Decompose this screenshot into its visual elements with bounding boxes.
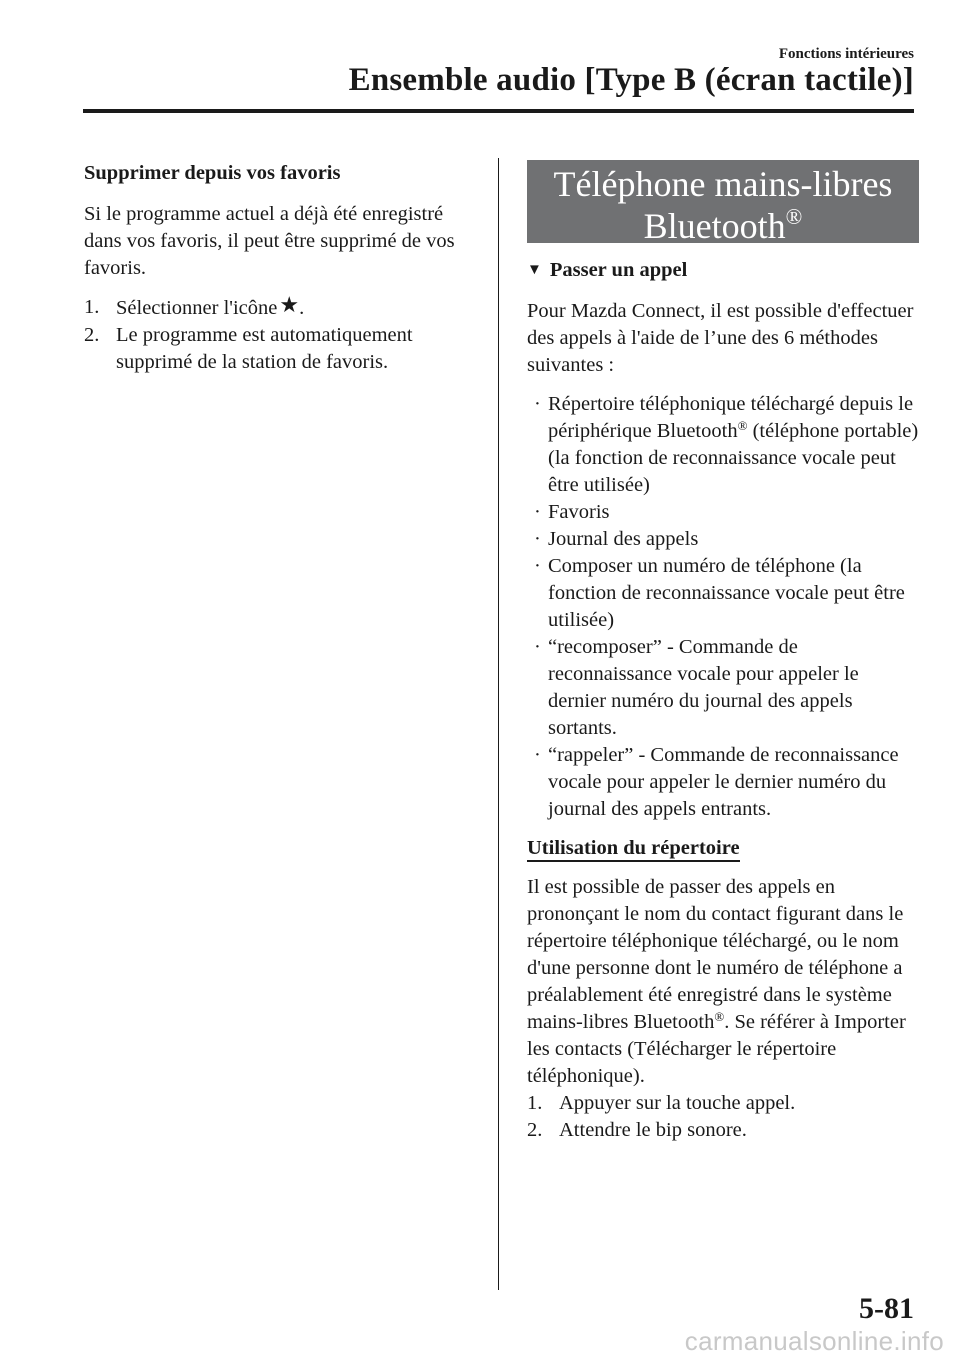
right-step-1-text: Appuyer sur la touche appel.	[559, 1092, 796, 1114]
bullet-icon: ·	[534, 528, 541, 550]
bullet-icon: ·	[534, 744, 541, 766]
left-subhead: Supprimer depuis vos favoris	[84, 162, 341, 184]
bullet-icon: ·	[534, 636, 541, 658]
page-number: 5-81	[859, 1292, 914, 1325]
list-item	[527, 526, 919, 553]
header-section: Fonctions intérieures	[778, 46, 914, 62]
section-banner	[527, 160, 919, 246]
right-intro: Pour Mazda Connect, il est possible d'effectuer des appels à l'aide de l’une des 6 méthodes suivantes :	[527, 300, 914, 376]
list-item	[527, 742, 919, 823]
left-step-1-text: Sélectionner l'icône	[116, 297, 278, 319]
left-step-1-number: 1.	[84, 296, 100, 318]
list-item-text: Journal des appels	[548, 528, 699, 550]
method-list	[527, 391, 919, 823]
repertoire-text-cont: . Se référer à Importer les contacts (Télécharger le répertoire téléphonique).	[527, 1011, 906, 1087]
watermark: carmanualsonline.info	[684, 1326, 944, 1356]
registered-mark: ®	[737, 418, 748, 433]
star-icon: ★	[279, 292, 300, 317]
list-item-text: Répertoire téléphonique téléchargé depuis le périphérique Bluetooth	[548, 393, 914, 442]
list-item	[527, 499, 919, 526]
section-heading-text: Passer un appel	[549, 259, 688, 281]
list-item-text: Favoris	[548, 501, 610, 523]
list-item-text: “recomposer” - Commande de reconnaissance vocale pour appeler le dernier numéro du journal des appels sortants.	[548, 636, 859, 739]
banner-bluetooth: Bluetooth	[643, 206, 786, 246]
left-step-2-text: Le programme est automatiquement supprimé de la station de favoris.	[116, 324, 413, 373]
list-item-text: Composer un numéro de téléphone (la fonction de reconnaissance vocale peut être utilisée)	[548, 555, 905, 631]
registered-mark: ®	[714, 1009, 725, 1024]
list-item	[527, 391, 919, 499]
left-steps	[84, 294, 479, 376]
column-divider	[498, 158, 499, 1290]
right-step-1	[527, 1090, 919, 1117]
bullet-icon: ·	[534, 555, 541, 577]
triangle-down-icon: ▼	[527, 262, 542, 278]
left-step-2-number: 2.	[84, 324, 100, 346]
left-column	[84, 160, 479, 376]
bullet-icon: ·	[534, 393, 541, 415]
left-intro: Si le programme actuel a déjà été enregistré dans vos favoris, il peut être supprimé de vos favoris.	[84, 203, 455, 279]
list-item-text-cont: (téléphone portable) (la fonction de reconnaissance vocale peut être utilisée)	[548, 420, 919, 496]
right-step-2	[527, 1117, 919, 1144]
list-item-text: “rappeler” - Commande de reconnaissance vocale pour appeler le dernier numéro du journal des appels entrants.	[548, 744, 899, 820]
right-step-2-text: Attendre le bip sonore.	[559, 1119, 747, 1141]
right-step-2-number: 2.	[527, 1119, 543, 1141]
header-rule	[83, 109, 914, 113]
right-steps	[527, 1090, 919, 1144]
banner-line-2	[527, 205, 919, 247]
left-step-1-after: .	[299, 297, 305, 319]
right-column	[527, 160, 919, 1144]
bullet-icon: ·	[534, 501, 541, 523]
repertoire-paragraph	[527, 874, 919, 1090]
list-item	[527, 553, 919, 634]
banner-registered-mark: ®	[785, 204, 803, 229]
right-step-1-number: 1.	[527, 1092, 543, 1114]
list-item	[527, 634, 919, 742]
subhead-repertoire: Utilisation du répertoire	[527, 836, 740, 862]
section-heading	[527, 257, 919, 284]
left-step-2	[84, 322, 479, 376]
header-title: Ensemble audio [Type B (écran tactile)]	[348, 62, 914, 98]
repertoire-text: Il est possible de passer des appels en prononçant le nom du contact figurant dans le répertoire téléphonique téléchargé, ou le nom d'une personne dont le numéro de téléphone a préalablement été enregistré dans le système mains-libres Bluetooth	[527, 876, 904, 1033]
banner-line-1: Téléphone mains-libres	[553, 164, 893, 204]
left-step-1	[84, 294, 479, 322]
